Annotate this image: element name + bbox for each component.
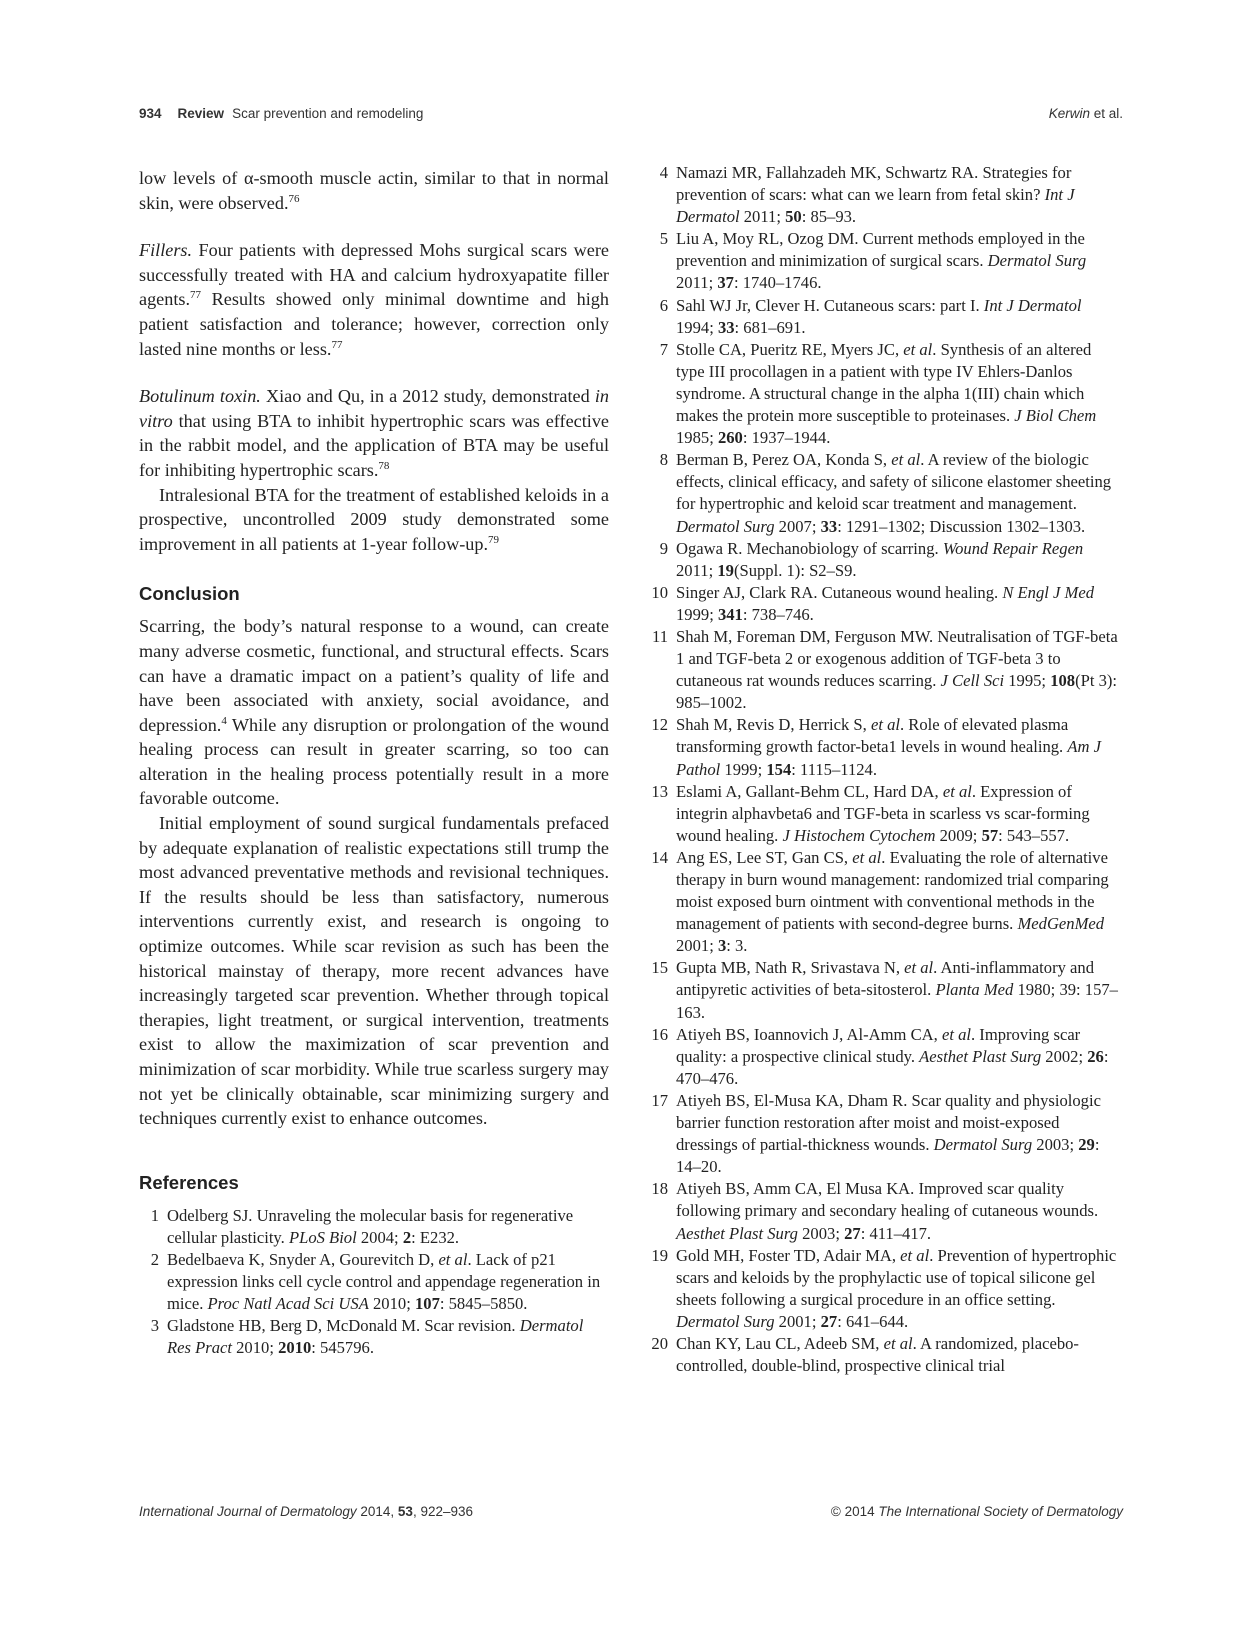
reference-number: 2 xyxy=(150,1249,159,1269)
journal-name: Dermatol Res Pract xyxy=(167,1316,584,1358)
reference-number: 19 xyxy=(651,1245,668,1265)
reference-number: 17 xyxy=(651,1090,668,1110)
running-header xyxy=(139,106,1123,128)
journal-name: Dermatol Surg xyxy=(676,516,775,536)
reference-item: 15 Gupta MB, Nath R, Srivastava N, et al. Anti-inflammatory and antipyretic activities of beta-sitosterol. Planta Med 1980; 39: 157–163. xyxy=(648,957,1118,1023)
body-paragraph: low levels of α-smooth muscle actin, similar to that in normal skin, were observed.$^{76}$ xyxy=(139,168,609,213)
reference-number: 7 xyxy=(659,339,668,359)
reference-item: 8 Berman B, Perez OA, Konda S, et al. A review of the biologic effects, clinical efficacy, and safety of silicone elastomer sheeting for hypertrophic and keloid scar treatment and management. Dermatol Surg 2007; 33: 1291–1302; Discussion 1302–1303. xyxy=(648,449,1118,537)
reference-item: 7 Stolle CA, Pueritz RE, Myers JC, et al. Synthesis of an altered type III procollagen in a patient with type IV Ehlers-Danlos syndrome. A structural change in the alpha 1(III) chain which makes the protein more susceptible to proteinases. J Biol Chem 1985; 260: 1937–1944. xyxy=(648,339,1118,449)
reference-number: 16 xyxy=(651,1024,668,1044)
journal-name: Wound Repair Regen xyxy=(942,538,1084,558)
reference-number: 14 xyxy=(651,847,668,867)
running-title: Scar prevention and remodeling xyxy=(232,106,424,121)
conclusion-heading: Conclusion xyxy=(139,583,240,605)
fillers-paragraph: Fillers. Four patients with depressed Mohs surgical scars were successfully treated with HA and calcium hydroxyapatite filler agents.$^{77}$ Results showed only minimal downtime and high patient satisfaction and tolerance; however, correction only lasted nine months or less.$^{77}$ xyxy=(139,240,609,359)
journal-name: Aesthet Plast Surg xyxy=(919,1046,1042,1066)
reference-item: 13 Eslami A, Gallant-Behm CL, Hard DA, et al. Expression of integrin alphavbeta6 and TGF-beta in scarless vs scar-forming wound healing. J Histochem Cytochem 2009; 57: 543–557. xyxy=(648,781,1118,847)
reference-list xyxy=(648,162,1118,1377)
journal-name: MedGenMed xyxy=(1017,914,1105,934)
reference-item: 20 Chan KY, Lau CL, Adeeb SM, et al. A randomized, placebo-controlled, double-blind, prospective clinical trial xyxy=(648,1333,1118,1377)
journal-name: J Histochem Cytochem xyxy=(782,825,936,845)
journal-name: Proc Natl Acad Sci USA xyxy=(207,1294,369,1314)
journal-name: Am J Pathol xyxy=(676,737,1101,779)
journal-name: Dermatol Surg xyxy=(987,251,1087,271)
reference-item: 1 Odelberg SJ. Unraveling the molecular basis for regenerative cellular plasticity. PLoS Biol 2004; 2: E232. xyxy=(139,1205,609,1249)
reference-item: 17 Atiyeh BS, El-Musa KA, Dham R. Scar quality and physiologic barrier function restoration after moist and moist-exposed dressings of partial-thickness wounds. Dermatol Surg 2003; 29: 14–20. xyxy=(648,1090,1118,1178)
footer-citation: International Journal of Dermatology 2014, 53, 922–936 xyxy=(139,1504,474,1519)
journal-name: Aesthet Plast Surg xyxy=(676,1223,798,1243)
reference-number: 13 xyxy=(651,781,668,801)
reference-item: 10 Singer AJ, Clark RA. Cutaneous wound healing. N Engl J Med 1999; 341: 738–746. xyxy=(648,582,1118,626)
reference-item: 11 Shah M, Foreman DM, Ferguson MW. Neutralisation of TGF-beta 1 and TGF-beta 2 or exogenous addition of TGF-beta 3 to cutaneous rat wounds reduces scarring. J Cell Sci 1995; 108(Pt 3): 985–1002. xyxy=(648,626,1118,714)
citation: 79 xyxy=(488,533,499,546)
reference-number: 5 xyxy=(659,229,668,249)
body-paragraph: Intralesional BTA for the treatment of established keloids in a prospective, uncontrolled 2009 study demonstrated some improvement in all patients at 1-year follow-up.$^{79}$ xyxy=(139,484,609,554)
citation: 78 xyxy=(378,459,390,472)
page-footer xyxy=(139,1504,1123,1519)
reference-number: 20 xyxy=(651,1333,668,1353)
citation: 76 xyxy=(288,192,300,205)
journal-name: N Engl J Med xyxy=(1002,582,1095,602)
reference-number: 8 xyxy=(659,450,668,470)
journal-name: Planta Med xyxy=(935,980,1014,1000)
botulinum-paragraph: Botulinum toxin. Xiao and Qu, in a 2012 study, demonstrated in vitro that using BTA to inhibit hypertrophic scars was effective in the rabbit model, and the application of BTA may be useful for inhibiting hypertrophic scars.$^{78}$ xyxy=(139,386,609,480)
reference-number: 4 xyxy=(659,163,668,182)
reference-number: 18 xyxy=(651,1179,668,1199)
journal-name: PLoS Biol xyxy=(288,1227,357,1247)
reference-number: 3 xyxy=(150,1316,159,1336)
reference-item: 6 Sahl WJ Jr, Clever H. Cutaneous scars: part I. Int J Dermatol 1994; 33: 681–691. xyxy=(648,295,1118,339)
citation: 4 xyxy=(221,714,227,727)
run-in-heading: Fillers. xyxy=(139,240,193,261)
journal-name: Int J Dermatol xyxy=(676,185,1075,227)
footer-copyright: © 2014 The International Society of Dermatology xyxy=(830,1504,1123,1519)
reference-item: 9 Ogawa R. Mechanobiology of scarring. Wound Repair Regen 2011; 19(Suppl. 1): S2–S9. xyxy=(648,538,1118,582)
journal-name: Dermatol Surg xyxy=(933,1135,1033,1155)
journal-name: Dermatol Surg xyxy=(676,1311,775,1331)
reference-item: 4 Namazi MR, Fallahzadeh MK, Schwartz RA. Strategies for prevention of scars: what can we learn from fetal skin? Int J Dermatol 2011; 50: 85–93. xyxy=(648,162,1118,228)
reference-item: 12 Shah M, Revis D, Herrick S, et al. Role of elevated plasma transforming growth factor-beta1 levels in wound healing. Am J Pathol 1999; 154: 1115–1124. xyxy=(648,714,1118,780)
reference-item: 3 Gladstone HB, Berg D, McDonald M. Scar revision. Dermatol Res Pract 2010; 2010: 545796. xyxy=(139,1315,609,1359)
journal-name: J Cell Sci xyxy=(940,671,1005,691)
run-in-heading: Botulinum toxin. xyxy=(139,386,261,407)
reference-item: 5 Liu A, Moy RL, Ozog DM. Current methods employed in the prevention and minimization of surgical scars. Dermatol Surg 2011; 37: 1740–1746. xyxy=(648,228,1118,294)
reference-item: 19 Gold MH, Foster TD, Adair MA, et al. Prevention of hypertrophic scars and keloids by the prophylactic use of topical silicone gel sheets following a surgical procedure in an office setting. Dermatol Surg 2001; 27: 641–644. xyxy=(648,1245,1118,1333)
journal-name: Int J Dermatol xyxy=(983,295,1082,315)
reference-number: 12 xyxy=(651,715,668,735)
article-type: Review xyxy=(177,106,225,121)
references-heading: References xyxy=(139,1171,239,1193)
citation: 77 xyxy=(331,338,343,351)
reference-number: 9 xyxy=(659,538,668,558)
journal-name: J Biol Chem xyxy=(1014,406,1097,426)
reference-number: 15 xyxy=(651,958,668,978)
body-paragraph: Initial employment of sound surgical fundamentals prefaced by adequate explanation of realistic expectations still trump the most advanced preventative methods and revisional techniques. If the results should be less than satisfactory, numerous interventions currently exist, and research is ongoing to optimize outcomes. While scar revision as such has been the historical mainstay of therapy, more recent advances have increasingly targeted scar prevention. Whether through topical therapies, light treatment, or surgical intervention, treatments exist to allow the maximization of scar prevention and minimization of scar morbidity. While true scarless surgery may not yet be clinically obtainable, scar minimizing surgery and techniques currently exist to enhance outcomes. xyxy=(139,813,609,1129)
reference-number: 6 xyxy=(659,295,668,315)
reference-number: 11 xyxy=(652,626,668,646)
page-number: 934 xyxy=(139,106,162,121)
reference-item: 16 Atiyeh BS, Ioannovich J, Al-Amm CA, et al. Improving scar quality: a prospective clinical study. Aesthet Plast Surg 2002; 26: 470–476. xyxy=(648,1024,1118,1090)
reference-item: 14 Ang ES, Lee ST, Gan CS, et al. Evaluating the role of alternative therapy in burn wound management: randomized trial comparing moist exposed burn ointment with conventional methods in the management of patients with second-degree burns. MedGenMed 2001; 3: 3. xyxy=(648,847,1118,957)
left-column xyxy=(139,166,609,1359)
reference-item: 18 Atiyeh BS, Amm CA, El Musa KA. Improved scar quality following primary and secondary healing of cutaneous wounds. Aesthet Plast Surg 2003; 27: 411–417. xyxy=(648,1178,1118,1244)
body-paragraph: Scarring, the body’s natural response to a wound, can create many adverse cosmetic, functional, and structural effects. Scars can have a dramatic impact on a patient’s quality of life and have been associated with anxiety, social avoidance, and depression.$^4$ While any disruption or prolongation of the wound healing process can result in greater scarring, so too can alteration in the healing process potentially result in a more favorable outcome. xyxy=(139,616,609,809)
reference-list xyxy=(139,1205,609,1360)
citation: 77 xyxy=(190,289,202,302)
running-author: Kerwin et al. xyxy=(1048,106,1123,121)
reference-item: 2 Bedelbaeva K, Snyder A, Gourevitch D, et al. Lack of p21 expression links cell cycle control and appendage regeneration in mice. Proc Natl Acad Sci USA 2010; 107: 5845–5850. xyxy=(139,1249,609,1315)
reference-number: 10 xyxy=(651,582,668,602)
reference-number: 1 xyxy=(150,1205,159,1225)
right-column xyxy=(648,162,1118,1377)
